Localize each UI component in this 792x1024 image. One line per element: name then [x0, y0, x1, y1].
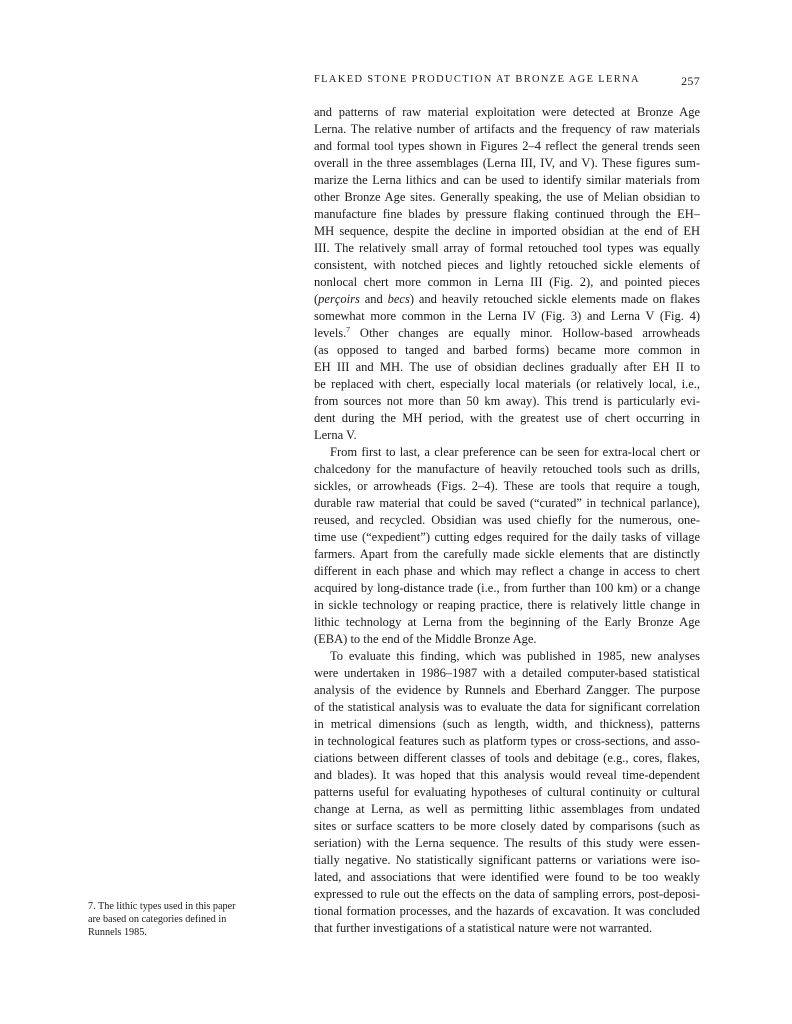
body-line: acquired by long-distance trade (i.e., from further than 100 km) or a change — [314, 581, 700, 595]
body-line: reused, and recycled. Obsidian was used chiefly for the numerous, one- — [314, 513, 700, 527]
body-line: time use (“expedient”) cutting edges required for the daily tasks of village — [314, 530, 700, 544]
text-fragment: levels. — [314, 326, 347, 340]
body-line: III. The relatively small array of formal retouched tool types was equally — [314, 241, 700, 255]
body-line: and blades). It was hoped that this analysis would reveal time-dependent — [314, 768, 700, 782]
body-line: seriation) with the Lerna sequence. The results of this study were essen- — [314, 836, 700, 850]
footnote — [88, 900, 288, 939]
text-fragment: ) and heavily retouched sickle elements made on flakes — [409, 292, 700, 306]
body-line: EH III and MH. The use of obsidian declines gradually after EH II to — [314, 360, 700, 374]
body-line: were undertaken in 1986–1987 with a detailed computer-based statistical — [314, 666, 700, 680]
body-line: somewhat more common in the Lerna IV (Fig. 3) and Lerna V (Fig. 4) — [314, 309, 700, 323]
body-line: analysis of the evidence by Runnels and Eberhard Zangger. The purpose — [314, 683, 700, 697]
body-line — [314, 325, 700, 342]
body-line: expressed to rule out the effects on the data of sampling errors, post-deposi- — [314, 887, 700, 901]
body-line: MH sequence, despite the decline in imported obsidian at the end of EH — [314, 224, 700, 238]
italic-term-becs: becs — [387, 292, 410, 306]
body-line: (EBA) to the end of the Middle Bronze Age. — [314, 632, 537, 646]
body-line — [314, 291, 700, 308]
body-text — [314, 104, 700, 937]
body-line: sites or surface scatters to be more closely dated by comparisons (such as — [314, 819, 700, 833]
body-line: in sickle technology or reaping practice, there is relatively little change in — [314, 598, 700, 612]
body-line: Lerna V. — [314, 428, 357, 442]
body-line: lithic technology at Lerna from the beginning of the Early Bronze Age — [314, 615, 700, 629]
body-line: overall in the three assemblages (Lerna III, IV, and V). These figures sum- — [314, 156, 700, 170]
body-line: be replaced with chert, especially local materials (or relatively local, i.e., — [314, 377, 700, 391]
text-fragment: Other changes are equally minor. Hollow-based arrowheads — [350, 326, 700, 340]
body-line: in metrical dimensions (such as length, width, and thickness), patterns — [314, 717, 700, 731]
running-title: FLAKED STONE PRODUCTION AT BRONZE AGE LERNA — [314, 74, 640, 85]
body-line: of the statistical analysis was to evaluate the data for significant correlation — [314, 700, 700, 714]
body-line: sickles, or arrowheads (Figs. 2–4). These are tools that require a tough, — [314, 479, 700, 493]
body-line: dent during the MH period, with the greatest use of chert occurring in — [314, 411, 700, 425]
footnote-line: 7. The lithic types used in this paper — [88, 901, 236, 912]
body-line: (as opposed to tanged and barbed forms) became more common in — [314, 343, 700, 357]
body-line: patterns useful for evaluating hypotheses of cultural continuity or cultural — [314, 785, 700, 799]
body-line: change at Lerna, as well as permitting lithic assemblages from undated — [314, 802, 700, 816]
body-line: marize the Lerna lithics and can be used to identify similar materials from — [314, 173, 700, 187]
running-head — [314, 74, 700, 90]
text-fragment: and — [359, 292, 388, 306]
body-line: From first to last, a clear preference can be seen for extra-local chert or — [330, 445, 700, 459]
body-line: tially negative. No statistically significant patterns or variations were iso- — [314, 853, 700, 867]
footnote-line: are based on categories defined in — [88, 914, 227, 925]
body-line: chalcedony for the manufacture of heavily retouched tools such as drills, — [314, 462, 700, 476]
body-line: manufacture fine blades by pressure flaking continued through the EH– — [314, 207, 700, 221]
footnote-ref: 7 — [346, 324, 351, 334]
body-line: in technological features such as platform types or cross-sections, and asso- — [314, 734, 700, 748]
body-line: farmers. Apart from the carefully made sickle elements that are distinctly — [314, 547, 700, 561]
italic-term-percoirs: perçoirs — [318, 292, 360, 306]
body-line: nonlocal chert more common in Lerna III (Fig. 2), and pointed pieces — [314, 275, 700, 289]
body-line: ciations between different classes of tools and debitage (e.g., cores, flakes, — [314, 751, 700, 765]
body-line: lated, and associations that were identified were found to be too weakly — [314, 870, 700, 884]
body-line: consistent, with notched pieces and lightly retouched sickle elements of — [314, 258, 700, 272]
body-line: and formal tool types shown in Figures 2–4 reflect the general trends seen — [314, 139, 700, 153]
body-line: durable raw material that could be saved (“curated” in technical parlance), — [314, 496, 700, 510]
body-line: other Bronze Age sites. Generally speaking, the use of Melian obsidian to — [314, 190, 700, 204]
body-line: that further investigations of a statistical nature were not warranted. — [314, 921, 653, 935]
text-fragment: ( — [314, 292, 319, 306]
body-line: different in each phase and which may reflect a change in access to chert — [314, 564, 700, 578]
footnote-line: Runnels 1985. — [88, 927, 147, 938]
body-line: and patterns of raw material exploitation were detected at Bronze Age — [314, 105, 700, 119]
body-line: from sources not more than 50 km away). This trend is particularly evi- — [314, 394, 700, 408]
page-number: 257 — [681, 74, 700, 88]
body-line: tional formation processes, and the hazards of excavation. It was concluded — [314, 904, 700, 918]
body-line: Lerna. The relative number of artifacts and the frequency of raw materials — [314, 122, 700, 136]
body-line: To evaluate this finding, which was published in 1985, new analyses — [330, 649, 700, 663]
